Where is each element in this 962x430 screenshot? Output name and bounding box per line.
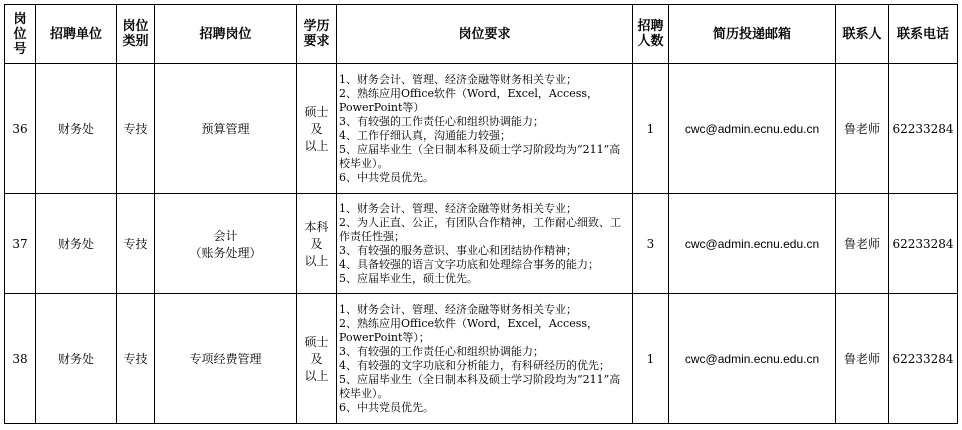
resume-email: cwc@admin.ecnu.edu.cn bbox=[669, 64, 836, 194]
header-position: 招聘岗位 bbox=[155, 5, 297, 64]
education: 硕士及 以上 bbox=[297, 294, 337, 424]
contact-phone: 62233284 bbox=[889, 193, 958, 293]
resume-email: cwc@admin.ecnu.edu.cn bbox=[669, 294, 836, 424]
requirements: 1、财务会计、管理、经济金融等财务相关专业； 2、为人正直、公正，有团队合作精神，工作耐心细致、工作责任性强； 3、有较强的服务意识、事业心和团结协作精神； 4、具备较强的语言文字功底和处理综合事务的能力； 5、应届毕业生，硕士优先。 bbox=[337, 193, 633, 293]
unit: 财务处 bbox=[36, 294, 117, 424]
header-phone: 联系电话 bbox=[889, 5, 958, 64]
header-unit: 招聘单位 bbox=[36, 5, 117, 64]
contact-person: 鲁老师 bbox=[836, 294, 889, 424]
category: 专技 bbox=[117, 294, 155, 424]
header-count: 招聘 人数 bbox=[633, 5, 669, 64]
table-row bbox=[5, 193, 958, 293]
header-post-number: 岗 位 号 bbox=[5, 5, 36, 64]
recruitment-table bbox=[4, 4, 958, 424]
position: 预算管理 bbox=[155, 64, 297, 194]
hiring-count: 3 bbox=[633, 193, 669, 293]
position: 会计 （账务处理） bbox=[155, 193, 297, 293]
education: 硕士及 以上 bbox=[297, 64, 337, 194]
contact-person: 鲁老师 bbox=[836, 193, 889, 293]
category: 专技 bbox=[117, 193, 155, 293]
contact-person: 鲁老师 bbox=[836, 64, 889, 194]
education: 本科及 以上 bbox=[297, 193, 337, 293]
header-category: 岗位 类别 bbox=[117, 5, 155, 64]
resume-email: cwc@admin.ecnu.edu.cn bbox=[669, 193, 836, 293]
category: 专技 bbox=[117, 64, 155, 194]
hiring-count: 1 bbox=[633, 64, 669, 194]
post-number: 38 bbox=[5, 294, 36, 424]
header-requirements: 岗位要求 bbox=[337, 5, 633, 64]
contact-phone: 62233284 bbox=[889, 64, 958, 194]
header-contact: 联系人 bbox=[836, 5, 889, 64]
unit: 财务处 bbox=[36, 193, 117, 293]
table-row bbox=[5, 64, 958, 194]
requirements: 1、财务会计、管理、经济金融等财务相关专业； 2、熟练应用Office软件（Word，Excel，Access，PowerPoint等） 3、有较强的工作责任心和组织协调能力； 4、工作仔细认真，沟通能力较强； 5、应届毕业生（全日制本科及硕士学习阶段均为“211”高校毕业）。 6、中共党员优先。 bbox=[337, 64, 633, 194]
position: 专项经费管理 bbox=[155, 294, 297, 424]
contact-phone: 62233284 bbox=[889, 294, 958, 424]
requirements: 1、财务会计、管理、经济金融等财务相关专业； 2、熟练应用Office软件（Word，Excel，Access，PowerPoint等）； 3、有较强的工作责任心和组织协调能力； 4、有较强的文字功底和分析能力，有科研经历的优先； 5、应届毕业生（全日制本科及硕士学习阶段均为“211”高校毕业）。 6、中共党员优先。 bbox=[337, 294, 633, 424]
header-email: 简历投递邮箱 bbox=[669, 5, 836, 64]
table-header-row bbox=[5, 5, 958, 64]
post-number: 37 bbox=[5, 193, 36, 293]
hiring-count: 1 bbox=[633, 294, 669, 424]
table-row bbox=[5, 294, 958, 424]
header-education: 学历 要求 bbox=[297, 5, 337, 64]
unit: 财务处 bbox=[36, 64, 117, 194]
post-number: 36 bbox=[5, 64, 36, 194]
